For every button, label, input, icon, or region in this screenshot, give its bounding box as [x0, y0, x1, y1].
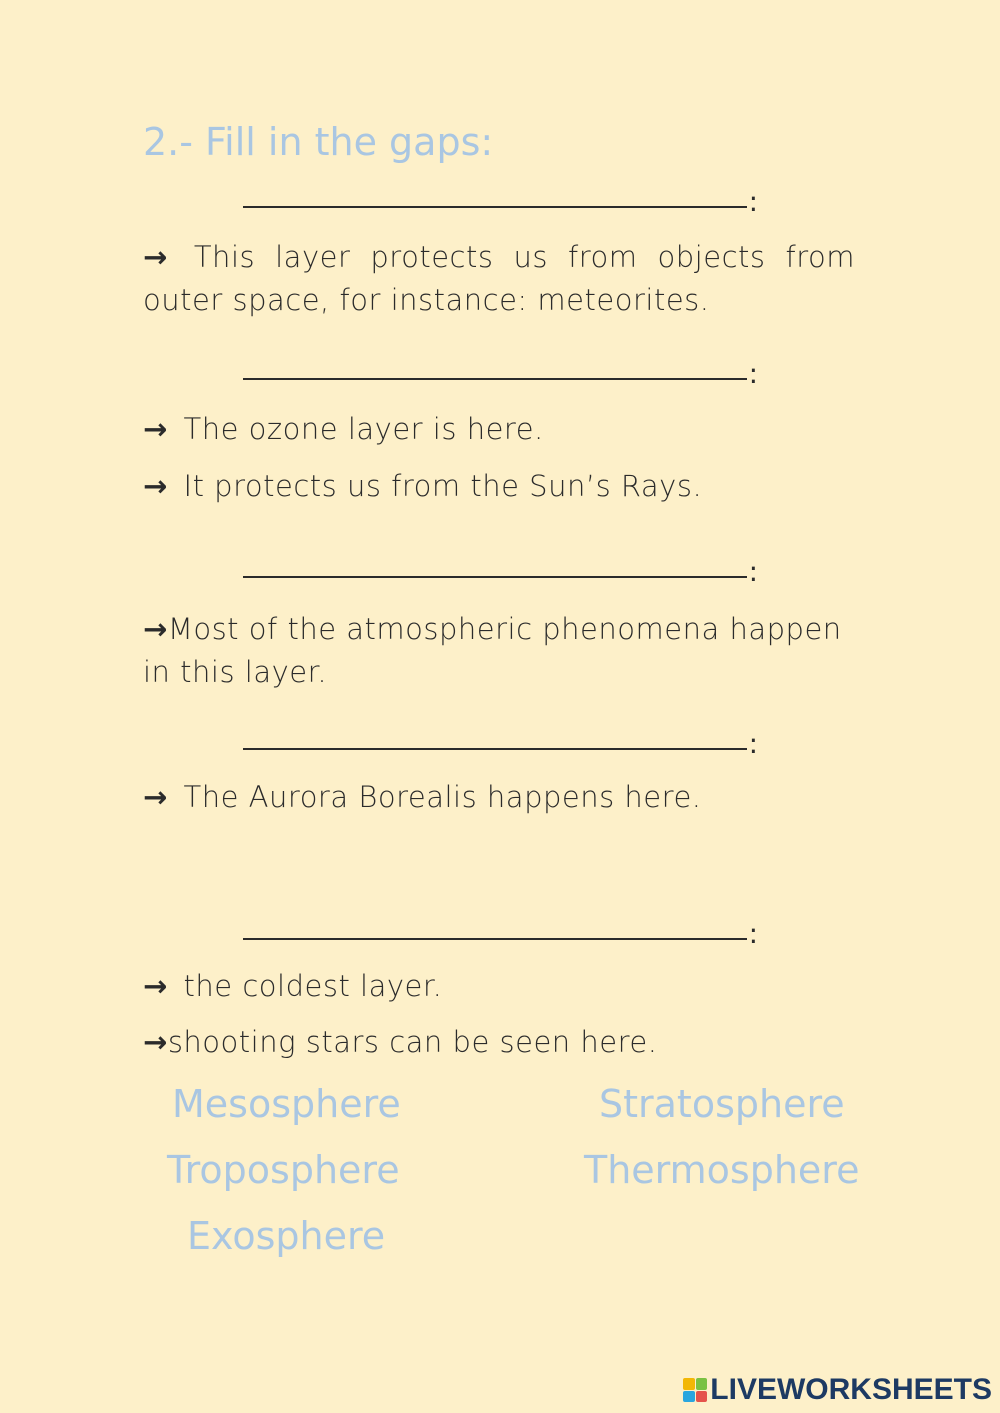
clue-2-line-1: The ozone layer is here.: [183, 412, 544, 446]
word-bank-stratosphere[interactable]: Stratosphere: [599, 1082, 845, 1126]
answer-gap-5[interactable]: [243, 912, 758, 950]
logo-square: [683, 1378, 695, 1390]
clue-5-line-1: the coldest layer.: [183, 969, 443, 1003]
gap-underline: [243, 576, 747, 578]
gap-underline: [243, 206, 747, 208]
gap-colon: :: [748, 555, 758, 588]
arrow-icon: →: [143, 969, 168, 1003]
gap-underline: [243, 378, 747, 380]
clue-4: [143, 776, 855, 819]
arrow-icon: →: [143, 240, 168, 274]
clue-2-b: [143, 465, 855, 508]
gap-colon: :: [748, 727, 758, 760]
answer-gap-2[interactable]: [243, 352, 758, 390]
liveworksheets-logo: [683, 1373, 992, 1407]
clue-4-line-1: The Aurora Borealis happens here.: [183, 780, 702, 814]
gap-colon: :: [748, 357, 758, 390]
logo-mark-icon: [683, 1378, 707, 1402]
word-bank-troposphere[interactable]: Troposphere: [167, 1148, 400, 1192]
gap-underline: [243, 748, 747, 750]
clue-5-a: [143, 965, 855, 1008]
logo-text: LIVEWORKSHEETS: [710, 1373, 992, 1406]
clue-1-line-1: This layer protects us from objects from outer space, for instance: meteorites.: [143, 240, 855, 317]
clue-5-line-2: shooting stars can be seen here.: [167, 1025, 658, 1059]
answer-gap-4[interactable]: [243, 722, 758, 760]
word-bank-mesosphere[interactable]: Mesosphere: [172, 1082, 401, 1126]
arrow-icon: →: [143, 469, 168, 503]
logo-square: [696, 1378, 708, 1390]
clue-2-line-2: It protects us from the Sun’s Rays.: [183, 469, 703, 503]
gap-colon: :: [748, 185, 758, 218]
word-bank-thermosphere[interactable]: Thermosphere: [584, 1148, 860, 1192]
gap-colon: :: [748, 917, 758, 950]
clue-5-b: [143, 1021, 855, 1064]
clue-3: [143, 608, 855, 694]
answer-gap-1[interactable]: [243, 180, 758, 218]
logo-square: [696, 1391, 708, 1403]
clue-3-line-1: Most of the atmospheric phenomena happen in this layer.: [143, 612, 842, 689]
logo-square: [683, 1391, 695, 1403]
arrow-icon: →: [143, 612, 168, 646]
arrow-icon: →: [143, 1025, 168, 1059]
word-bank-exosphere[interactable]: Exosphere: [187, 1214, 386, 1258]
gap-underline: [243, 938, 747, 940]
worksheet-title: 2.- Fill in the gaps:: [143, 120, 494, 164]
arrow-icon: →: [143, 412, 168, 446]
clue-2-a: [143, 408, 855, 451]
arrow-icon: →: [143, 780, 168, 814]
answer-gap-3[interactable]: [243, 550, 758, 588]
clue-1: [143, 236, 855, 322]
